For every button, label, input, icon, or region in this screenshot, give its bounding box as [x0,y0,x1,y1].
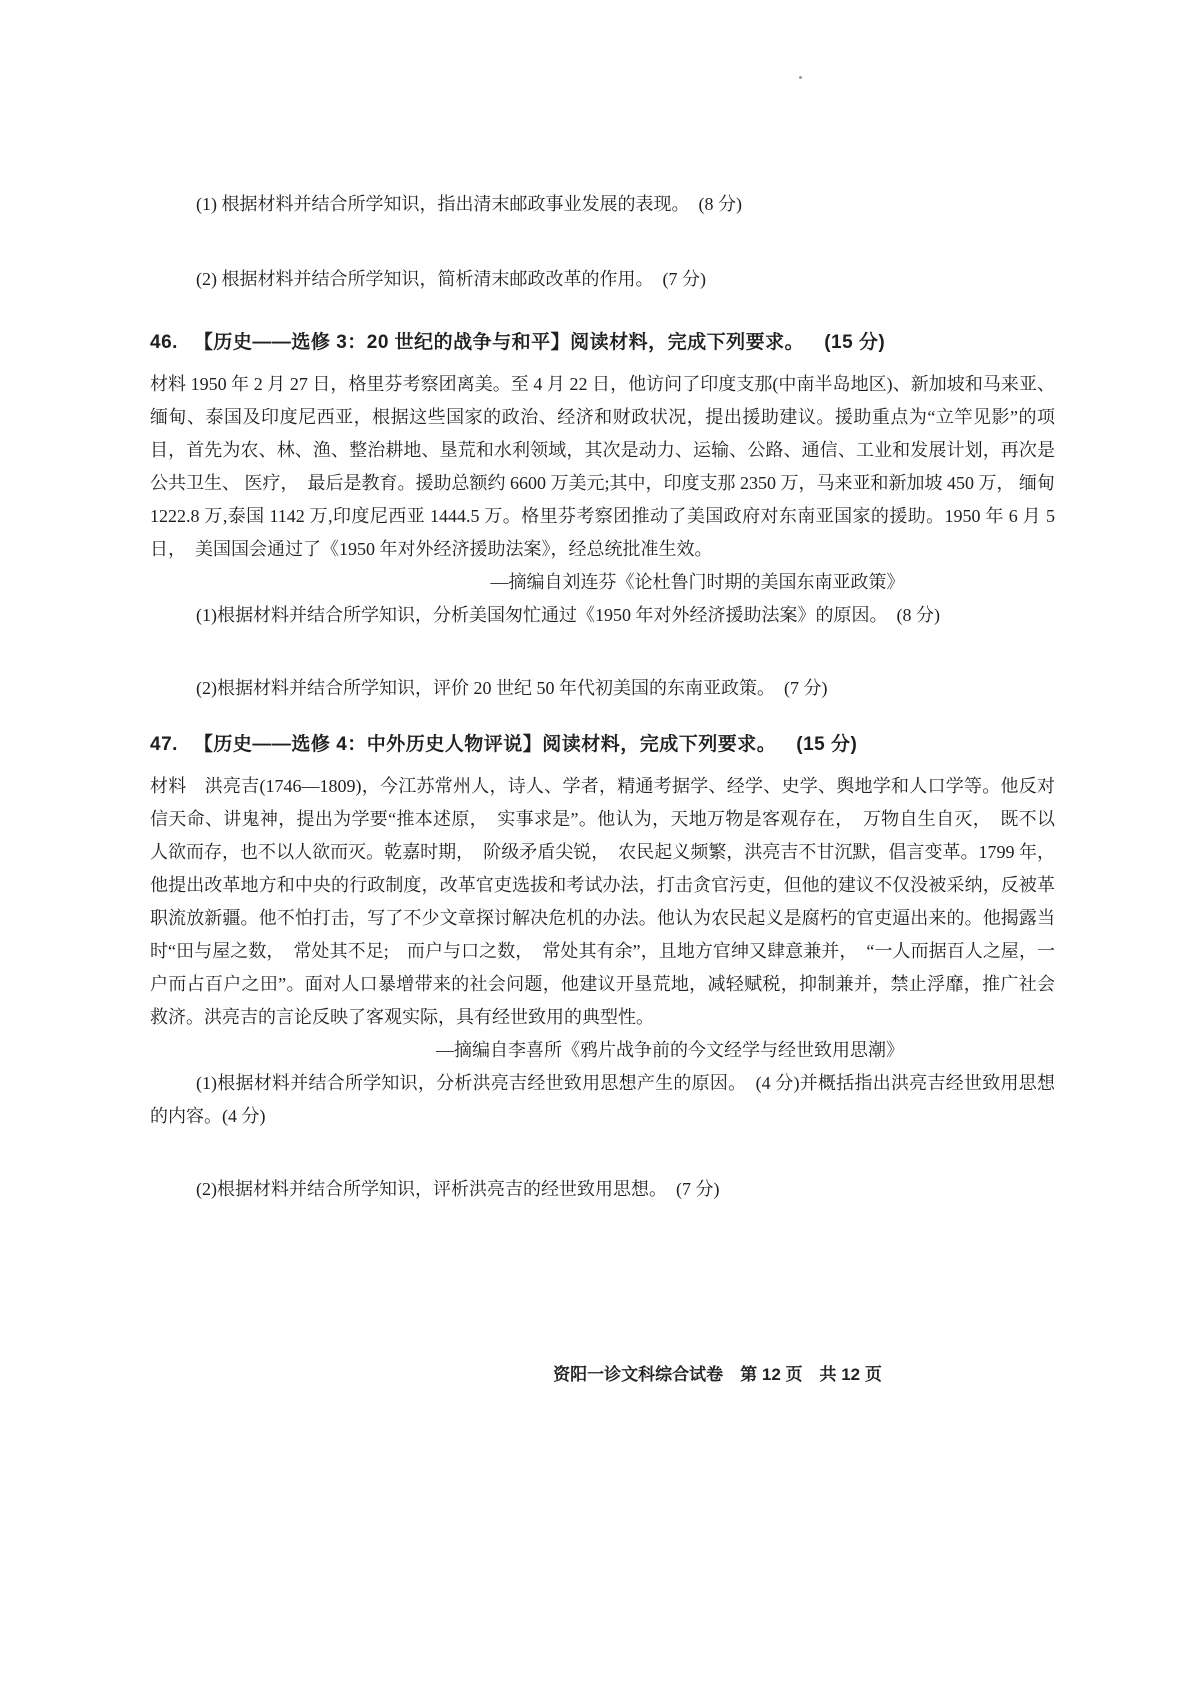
page-content [150,188,1055,1206]
question-47-heading: 【历史——选修 4：中外历史人物评说】阅读材料，完成下列要求。 [193,734,777,755]
question-45-part-2: (2) 根据材料并结合所学知识，简析清末邮政改革的作用。 (7 分) [196,269,706,289]
question-47-material: 材料 洪亮吉(1746—1809)，今江苏常州人，诗人、学者，精通考据学、经学、史学、舆地学和人口学等。他反对信天命、讲鬼神，提出为学要“推本述原， 实事求是”。他认为，天地万物是客观存在， 万物自生自灭， 既不以人欲而存，也不以人欲而灭。乾嘉时期， 阶级矛盾尖锐， 农民起义频繁，洪亮吉不甘沉默，倡言变革。1799 年，他提出改革地方和中央的行政制度，改革官吏选拔和考试办法，打击贪官污吏，但他的建议不仅没被采纳，反被革职流放新疆。他不怕打击，写了不少文章探讨解决危机的办法。他认为农民起义是腐朽的官吏逼出来的。他揭露当时“田与屋之数， 常处其不足; 而户与口之数， 常处其有余”，且地方官绅又肆意兼并， “一人而据百人之屋，一户而占百户之田”。面对人口暴增带来的社会问题，他建议开垦荒地，减轻赋税，抑制兼并，禁止浮靡，推广社会救济。洪亮吉的言论反映了客观实际，具有经世致用的典型性。 [150,776,1055,1027]
question-47-part-2: (2)根据材料并结合所学知识，评析洪亮吉的经世致用思想。 (7 分) [196,1179,720,1199]
question-46-title [150,326,1055,360]
question-47-number: 47. [150,734,178,755]
question-46-heading: 【历史——选修 3：20 世纪的战争与和平】阅读材料，完成下列要求。 [193,332,805,353]
question-47-title [150,728,1055,762]
question-47-part-1: (1)根据材料并结合所学知识，分析洪亮吉经世致用思想产生的原因。 (4 分)并概括指出洪亮吉经世致用思想的内容。(4 分) [150,1073,1055,1126]
artifact-dot [799,76,802,79]
question-47-source: —摘编自李喜所《鸦片战争前的今文经学与经世致用思潮》 [436,1040,904,1060]
question-46-material: 材料 1950 年 2 月 27 日，格里芬考察团离美。至 4 月 22 日，他访问了印度支那(中南半岛地区)、新加坡和马来亚、缅甸、泰国及印度尼西亚，根据这些国家的政治、经济和财政状况，提出援助建议。援助重点为“立竿见影”的项目，首先为农、林、渔、整治耕地、垦荒和水利领域，其次是动力、运输、公路、通信、工业和发展计划，再次是公共卫生、 医疗， 最后是教育。援助总额约 6600 万美元;其中，印度支那 2350 万，马来亚和新加坡 450 万， 缅甸 1222.8 万,泰国 1142 万,印度尼西亚 1444.5 万。格里芬考察团推动了美国政府对东南亚国家的援助。1950 年 6 月 5 日， 美国国会通过了《1950 年对外经济援助法案》，经总统批准生效。 [150,374,1055,559]
page-footer [0,1360,1200,1385]
question-46-source: —摘编自刘连芬《论杜鲁门时期的美国东南亚政策》 [490,572,905,592]
question-47-score: (15 分) [796,734,858,755]
question-46-score: (15 分) [824,332,886,353]
page-footer-text: 资阳一诊文科综合试卷 第 12 页 共 12 页 [553,1365,882,1384]
question-46-number: 46. [150,332,178,353]
question-46-part-2: (2)根据材料并结合所学知识，评价 20 世纪 50 年代初美国的东南亚政策。 (7 分) [196,678,828,698]
question-46-part-1: (1)根据材料并结合所学知识，分析美国匆忙通过《1950 年对外经济援助法案》的原因。 (8 分) [196,605,940,625]
question-45-part-1: (1) 根据材料并结合所学知识，指出清末邮政事业发展的表现。 (8 分) [196,194,742,214]
